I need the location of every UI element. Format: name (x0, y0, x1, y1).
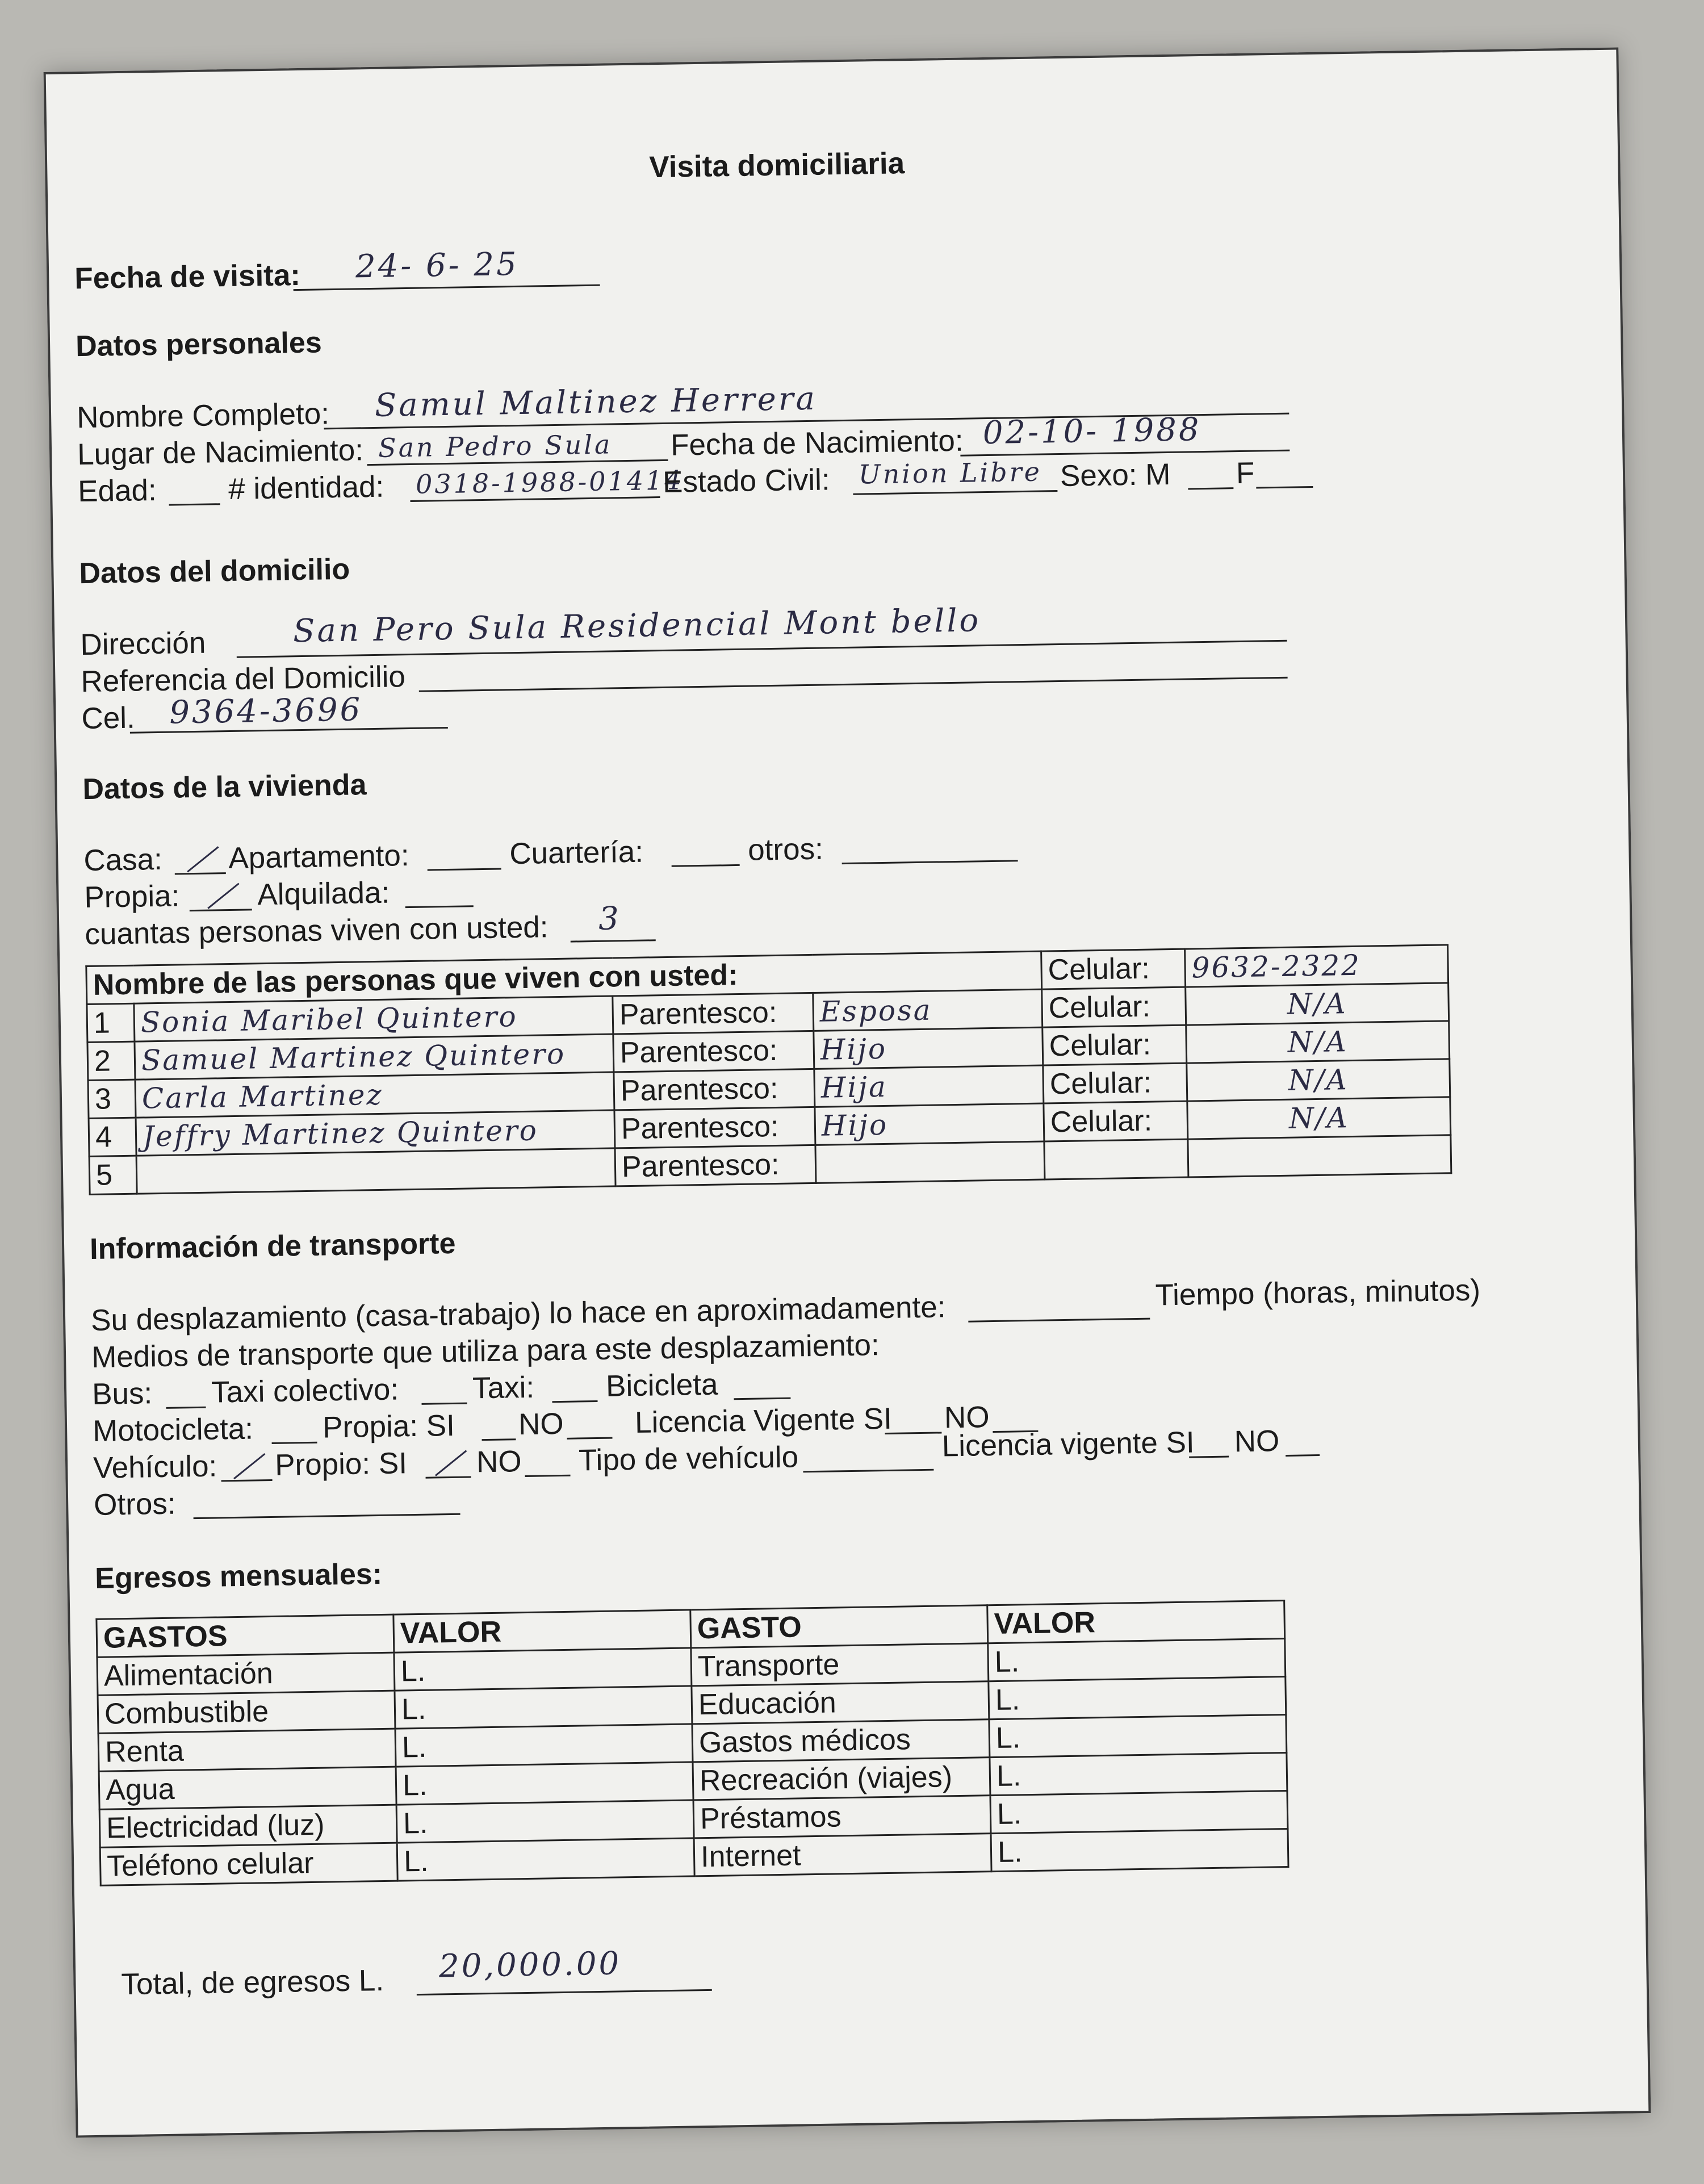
license2-si-line (1189, 1456, 1229, 1458)
people-line (571, 939, 656, 942)
expenses-heading: Egresos mensuales: (94, 1557, 383, 1595)
bike-label: Bicicleta (605, 1367, 718, 1403)
person-name: Samuel Martinez Quintero (135, 1034, 614, 1080)
relation-label: Parentesco: (613, 1031, 814, 1072)
time-label: Tiempo (horas, minutos) (1155, 1273, 1481, 1312)
full-name-value: Samul Maltinez Herrera (374, 380, 818, 424)
phone-label-empty (1044, 1139, 1188, 1179)
relation-value: Hija (814, 1065, 1044, 1107)
others-label: otros: (747, 832, 824, 867)
vehicle-type-line (803, 1469, 933, 1473)
personal-heading: Datos personales (75, 326, 323, 363)
bike-line (734, 1398, 790, 1400)
row-number: 4 (89, 1118, 136, 1156)
expense-item: Renta (98, 1729, 396, 1771)
full-name-label: Nombre Completo: (76, 397, 330, 435)
relation-value: Esposa (813, 989, 1043, 1031)
bus-line (166, 1407, 206, 1409)
expense-item: Combustible (98, 1691, 395, 1733)
visit-date-line (294, 284, 600, 291)
expense-value: L. (990, 1752, 1287, 1795)
expense-item: Educación (692, 1681, 989, 1724)
expense-item: Transporte (691, 1643, 989, 1686)
owned-line (190, 909, 252, 911)
sex-m-line (1188, 487, 1233, 489)
vehicle-own-label: Propio: SI (274, 1446, 408, 1482)
taxi-col-label: Taxi colectivo: (211, 1373, 399, 1409)
expenses-table (95, 1600, 1289, 1886)
birthdate-label: Fecha de Nacimiento: (670, 424, 964, 462)
sex-f-label: F (1236, 456, 1255, 491)
age-line (169, 503, 220, 505)
vehicle-no-label: NO (476, 1445, 522, 1479)
expense-value: L. (396, 1800, 694, 1843)
expense-value: L. (989, 1677, 1286, 1719)
vehicle-own-check-mark (435, 1450, 467, 1476)
person-name: Sonia Maribel Quintero (134, 996, 613, 1041)
birthplace-value: San Pedro Sula (378, 429, 613, 463)
row-number: 5 (89, 1156, 137, 1194)
visit-date-label: Fecha de visita: (74, 258, 301, 296)
expense-item: Agua (99, 1767, 396, 1809)
sex-label: Sexo: M (1060, 457, 1171, 493)
header-phone-label: Celular: (1041, 949, 1186, 989)
vehicle-label: Vehículo: (93, 1449, 217, 1485)
rented-label: Alquilada: (257, 876, 390, 912)
form-page (44, 47, 1651, 2137)
row-number: 2 (87, 1041, 135, 1080)
reference-line (419, 677, 1288, 692)
owned-label: Propia: (83, 879, 180, 915)
house-label: Casa: (83, 842, 163, 878)
age-label: Edad: (77, 473, 157, 509)
col-valor: VALOR (393, 1610, 691, 1652)
civil-line (853, 490, 1057, 495)
relation-label: Parentesco: (613, 993, 814, 1034)
expense-item: Préstamos (693, 1796, 991, 1838)
others-line (842, 860, 1018, 864)
col-valor-2: VALOR (987, 1601, 1285, 1643)
expense-value: L. (991, 1829, 1288, 1871)
vehicle-check-mark (233, 1453, 265, 1479)
license2-si-label: Licencia vigente SI (941, 1425, 1195, 1463)
phone-label: Cel. (81, 701, 136, 736)
phone-label: Celular: (1042, 987, 1186, 1027)
person-name: Carla Martinez (135, 1072, 614, 1118)
cuarteria-line (672, 864, 740, 867)
people-label: cuantas personas viven con usted: (84, 910, 549, 952)
moto-own-line (482, 1438, 516, 1441)
relation-value: Hijo (814, 1027, 1043, 1069)
moto-own-label: Propia: SI (322, 1408, 455, 1445)
expense-value: L. (990, 1790, 1288, 1833)
household-header: Nombre de las personas que viven con usted: (86, 951, 1042, 1004)
license2-no-line (1286, 1454, 1320, 1457)
expense-value: L. (989, 1714, 1287, 1757)
civil-label: Estado Civil: (662, 463, 831, 499)
phone-value: N/A (1187, 1097, 1451, 1139)
relation-value (815, 1141, 1045, 1183)
total-value: 20,000.00 (438, 1945, 622, 1985)
id-label: # identidad: (228, 470, 384, 506)
row-number: 1 (87, 1003, 135, 1042)
direction-value: San Pero Sula Residencial Mont bello (292, 602, 981, 650)
expense-value: L. (395, 1686, 692, 1729)
license-si-line (885, 1432, 941, 1434)
header-phone-value: 9632-2322 (1185, 945, 1448, 987)
visit-date-value: 24- 6- 25 (355, 245, 520, 286)
col-gastos: GASTOS (97, 1614, 394, 1657)
vehicle-no-line (525, 1475, 571, 1477)
house-check-mark (187, 846, 219, 872)
phone-label: Celular: (1044, 1101, 1188, 1141)
taxi-line (552, 1400, 597, 1403)
phone-label: Celular: (1043, 1025, 1187, 1065)
expense-value: L. (396, 1762, 693, 1805)
expense-value: L. (397, 1838, 694, 1881)
reference-label: Referencia del Domicilio (81, 660, 406, 699)
birthdate-value: 02-10- 1988 (982, 411, 1201, 452)
civil-value: Union Libre (858, 456, 1043, 490)
expense-item: Recreación (viajes) (693, 1758, 990, 1800)
license-si-label: Licencia Vigente SI (634, 1401, 893, 1440)
household-table (85, 944, 1452, 1195)
relation-label: Parentesco: (614, 1107, 815, 1148)
commute-label: Su desplazamiento (casa-trabajo) lo hace en aproximadamente: (90, 1290, 946, 1337)
taxi-label: Taxi: (472, 1370, 535, 1405)
relation-label: Parentesco: (615, 1145, 816, 1186)
total-label: Total, de egresos L. (121, 1964, 384, 2002)
people-value: 3 (598, 900, 622, 938)
owned-check-mark (207, 883, 239, 909)
expense-value: L. (988, 1639, 1286, 1681)
license2-no-label: NO (1234, 1424, 1280, 1459)
apartment-line (428, 868, 501, 871)
house-line (175, 872, 226, 875)
license-no-label: NO (944, 1400, 990, 1435)
expense-item: Alimentación (97, 1652, 395, 1695)
expense-item: Electricidad (luz) (99, 1805, 397, 1847)
moto-no-line (567, 1437, 612, 1440)
person-name (136, 1148, 616, 1194)
relation-label: Parentesco: (614, 1069, 815, 1110)
rented-line (405, 905, 474, 908)
taxi-col-line (421, 1403, 467, 1405)
transport-heading: Información de transporte (89, 1227, 456, 1266)
form-title: Visita domiciliaria (648, 147, 905, 185)
birthplace-label: Lugar de Nacimiento: (77, 433, 364, 472)
col-gasto: GASTO (690, 1605, 988, 1648)
direction-label: Dirección (79, 626, 206, 662)
expense-item: Teléfono celular (100, 1843, 397, 1885)
transport-others-line (194, 1513, 460, 1519)
moto-no-label: NO (518, 1407, 564, 1442)
relation-value: Hijo (815, 1103, 1044, 1145)
phone-value: N/A (1186, 983, 1449, 1025)
total-line (417, 1989, 712, 1995)
moto-label: Motocicleta: (92, 1412, 254, 1448)
cuarteria-label: Cuartería: (509, 835, 644, 871)
transport-others-label: Otros: (93, 1487, 177, 1522)
moto-line (272, 1442, 317, 1444)
expense-item: Gastos médicos (692, 1719, 990, 1762)
phone-value: N/A (1186, 1021, 1450, 1063)
address-heading: Datos del domicilio (79, 553, 350, 591)
person-name: Jeffry Martinez Quintero (136, 1110, 615, 1156)
housing-heading: Datos de la vivienda (82, 768, 367, 806)
row-number: 3 (88, 1080, 136, 1118)
means-label: Medios de transporte que utiliza para este desplazamiento: (91, 1328, 880, 1374)
id-value: 0318-1988-01414 (415, 465, 684, 500)
phone-label: Celular: (1043, 1063, 1187, 1103)
expense-value: L. (395, 1724, 693, 1767)
expense-item: Internet (694, 1834, 991, 1876)
phone-value: N/A (1187, 1059, 1450, 1101)
apartment-label: Apartamento: (228, 839, 409, 876)
sex-f-line (1256, 486, 1313, 489)
bus-label: Bus: (91, 1376, 153, 1411)
expense-value: L. (394, 1648, 692, 1691)
vehicle-type-label: Tipo de vehículo (578, 1440, 799, 1478)
phone-value: 9364-3696 (169, 691, 363, 731)
commute-line (968, 1318, 1150, 1323)
vehicle-own-line (426, 1476, 471, 1478)
vehicle-line (221, 1479, 273, 1482)
phone-value (1188, 1135, 1451, 1177)
